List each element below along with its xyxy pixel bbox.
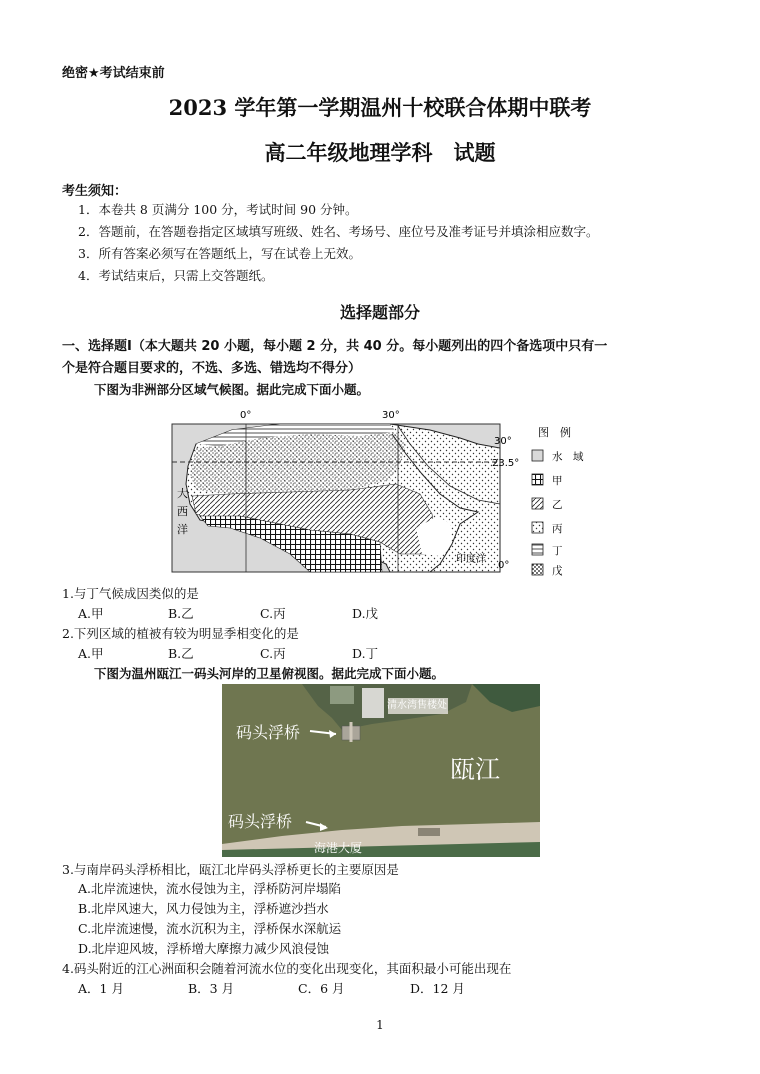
q1-option-d: D.戊: [352, 606, 379, 621]
legend-swatch-yi: [532, 498, 543, 509]
q2-option-c: C.丙: [260, 646, 286, 661]
q2-option-b: B.乙: [168, 646, 194, 661]
lon-label: 0°: [240, 410, 252, 421]
q1-option-a: A.甲: [78, 606, 104, 621]
q1-option-b: B.乙: [168, 606, 194, 621]
section-title: 选择题部分: [339, 303, 420, 322]
q3-option-d: D.北岸迎风坡，浮桥增大摩擦力减少风浪侵蚀: [78, 941, 330, 956]
exam-subtitle: 高二年级地理学科 试题: [264, 140, 496, 165]
confidential-mark: 绝密★考试结束前: [62, 66, 165, 81]
lon-label: 30°: [382, 410, 400, 421]
q2-option-d: D.丁: [352, 646, 379, 661]
lat-label: 30°: [494, 436, 512, 447]
notice-item: 3．所有答案必须写在答题纸上，写在试卷上无效。: [78, 246, 361, 261]
legend-label: 丁: [552, 545, 563, 557]
q4-option-b: B．3 月: [188, 981, 235, 996]
legend-label: 水 域: [552, 451, 584, 463]
legend-swatch-wu: [532, 564, 543, 575]
part-heading-line2: 个是符合题目要求的，不选、多选、错选均不得分）: [62, 361, 362, 376]
q4-option-a: A．1 月: [78, 981, 124, 996]
legend-title: 图 例: [538, 426, 571, 439]
q3-option-b: B.北岸风速大，风力侵蚀为主，浮桥遮沙挡水: [78, 901, 329, 916]
legend-label: 戊: [552, 565, 563, 577]
q1-option-c: C.丙: [260, 606, 286, 621]
notice-item: 4．考试结束后，只需上交答题纸。: [78, 268, 274, 283]
lat-label: 0°: [498, 560, 510, 571]
notice-heading: 考生须知：: [62, 184, 128, 199]
part-heading-line1: 一、选择题Ⅰ（本大题共 20 小题，每小题 2 分，共 40 分。每小题列出的四个备选项中只有一: [62, 339, 608, 354]
exam-title: 2023 学年第一学期温州十校联合体期中联考: [168, 95, 592, 120]
q2-option-a: A.甲: [78, 646, 104, 661]
ocean-label-west: 西: [177, 505, 188, 518]
legend-swatch-ding: [532, 544, 543, 555]
satellite-photo: [222, 684, 540, 857]
ocean-label-west: 大: [177, 487, 188, 500]
legend-label: 甲: [552, 475, 563, 487]
question-3-stem: 3.与南岸码头浮桥相比，瓯江北岸码头浮桥更长的主要原因是: [62, 862, 399, 877]
label-bridge-south: 码头浮桥: [228, 812, 293, 831]
label-building-north: 清水湾售楼处: [387, 700, 447, 711]
question-4-stem: 4.码头附近的江心洲面积会随着河流水位的变化出现变化，其面积最小可能出现在: [62, 961, 512, 976]
legend-swatch-bing: [532, 522, 543, 533]
q4-option-d: D．12 月: [410, 981, 465, 996]
legend-label: 乙: [552, 499, 563, 511]
question-1-stem: 1.与丁气候成因类似的是: [62, 586, 199, 601]
legend-swatch-jia: [532, 474, 543, 485]
notice-item: 2．答题前，在答题卷指定区域填写班级、姓名、考场号、座位号及准考证号并填涂相应数字。: [78, 224, 599, 239]
africa-climate-map: [160, 404, 600, 580]
label-building-south: 海港大厦: [314, 841, 363, 855]
legend-swatch-water: [532, 450, 543, 461]
photo-intro: 下图为温州瓯江一码头河岸的卫星俯视图。据此完成下面小题。: [94, 666, 445, 681]
label-river: 瓯江: [450, 755, 501, 784]
question-2-stem: 2.下列区域的植被有较为明显季相变化的是: [62, 626, 299, 641]
ocean-label-west: 洋: [177, 523, 188, 536]
ocean-label-east: 印度洋: [456, 554, 486, 565]
q4-option-c: C．6 月: [298, 981, 345, 996]
q3-option-c: C.北岸流速慢，流水沉积为主，浮桥保水深航运: [78, 921, 342, 936]
map-intro: 下图为非洲部分区域气候图。据此完成下面小题。: [94, 382, 370, 397]
page-number: 1: [376, 1018, 384, 1032]
legend-label: 丙: [552, 523, 563, 535]
q3-option-a: A.北岸流速快，流水侵蚀为主，浮桥防河岸塌陷: [78, 881, 342, 896]
notice-item: 1．本卷共 8 页满分 100 分，考试时间 90 分钟。: [78, 202, 358, 217]
lat-label: 23.5°: [492, 458, 520, 469]
label-bridge-north: 码头浮桥: [236, 723, 301, 742]
